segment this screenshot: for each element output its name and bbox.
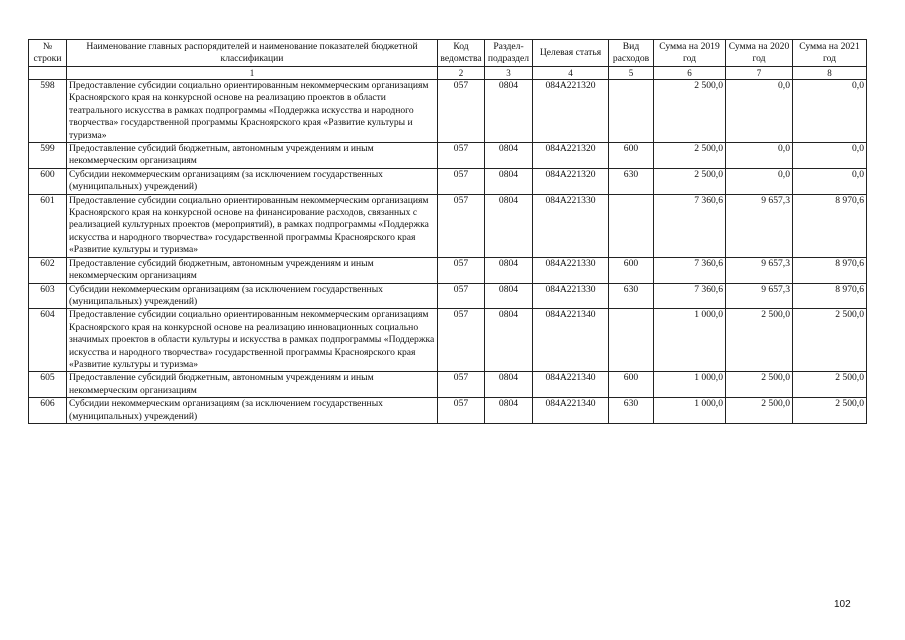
column-number: 6 — [654, 67, 726, 80]
row-name: Предоставление субсидии социально ориентированным некоммерческим организациям Красноярского края на конкурсной основе на реализацию инновационных социально значимых проектов в области культуры и искусства в рамках подпрограммы «Поддержка искусства и народного творчества» государственной программы Красноярского края «Развитие культуры и туризма» — [67, 309, 438, 372]
sum-2019: 7 360,6 — [654, 283, 726, 309]
header-section: Раздел-подраздел — [485, 40, 533, 67]
department-code: 057 — [438, 309, 485, 372]
section-code: 0804 — [485, 283, 533, 309]
table-row — [29, 283, 867, 309]
column-numbers-row — [29, 67, 867, 80]
column-number: 7 — [726, 67, 793, 80]
expense-type — [609, 309, 654, 372]
department-code: 057 — [438, 143, 485, 169]
target-article: 084A221330 — [533, 194, 609, 257]
target-article: 084A221330 — [533, 283, 609, 309]
header-row — [29, 40, 867, 67]
target-article: 084A221330 — [533, 257, 609, 283]
section-code: 0804 — [485, 309, 533, 372]
table-row — [29, 309, 867, 372]
sum-2020: 2 500,0 — [726, 398, 793, 424]
row-number: 603 — [29, 283, 67, 309]
section-code: 0804 — [485, 372, 533, 398]
header-expense-type: Вид расходов — [609, 40, 654, 67]
sum-2021: 8 970,6 — [793, 194, 867, 257]
sum-2019: 2 500,0 — [654, 143, 726, 169]
expense-type: 600 — [609, 143, 654, 169]
expense-type: 600 — [609, 372, 654, 398]
sum-2021: 2 500,0 — [793, 309, 867, 372]
department-code: 057 — [438, 398, 485, 424]
target-article: 084A221320 — [533, 168, 609, 194]
target-article: 084A221320 — [533, 80, 609, 143]
header-row-number: № строки — [29, 40, 67, 67]
sum-2019: 1 000,0 — [654, 372, 726, 398]
expense-type: 630 — [609, 283, 654, 309]
sum-2019: 7 360,6 — [654, 257, 726, 283]
sum-2020: 9 657,3 — [726, 194, 793, 257]
row-number: 606 — [29, 398, 67, 424]
row-number: 604 — [29, 309, 67, 372]
department-code: 057 — [438, 80, 485, 143]
table-row — [29, 143, 867, 169]
sum-2021: 2 500,0 — [793, 372, 867, 398]
table-row — [29, 168, 867, 194]
section-code: 0804 — [485, 168, 533, 194]
row-number: 599 — [29, 143, 67, 169]
target-article: 084A221320 — [533, 143, 609, 169]
header-sum-2019: Сумма на 2019 год — [654, 40, 726, 67]
row-name: Предоставление субсидий бюджетным, автономным учреждениям и иным некоммерческим организациям — [67, 372, 438, 398]
sum-2019: 1 000,0 — [654, 398, 726, 424]
sum-2020: 2 500,0 — [726, 372, 793, 398]
expense-type — [609, 194, 654, 257]
department-code: 057 — [438, 283, 485, 309]
row-number: 598 — [29, 80, 67, 143]
sum-2020: 2 500,0 — [726, 309, 793, 372]
sum-2021: 8 970,6 — [793, 257, 867, 283]
target-article: 084A221340 — [533, 372, 609, 398]
row-number: 600 — [29, 168, 67, 194]
sum-2021: 8 970,6 — [793, 283, 867, 309]
row-name: Предоставление субсидий бюджетным, автономным учреждениям и иным некоммерческим организациям — [67, 143, 438, 169]
column-number: 1 — [67, 67, 438, 80]
expense-type: 630 — [609, 398, 654, 424]
header-sum-2020: Сумма на 2020 год — [726, 40, 793, 67]
sum-2020: 0,0 — [726, 168, 793, 194]
page-number: 102 — [834, 599, 851, 610]
department-code: 057 — [438, 257, 485, 283]
target-article: 084A221340 — [533, 309, 609, 372]
section-code: 0804 — [485, 257, 533, 283]
row-name: Предоставление субсидий бюджетным, автономным учреждениям и иным некоммерческим организациям — [67, 257, 438, 283]
sum-2020: 9 657,3 — [726, 257, 793, 283]
header-department-code: Код ведомства — [438, 40, 485, 67]
table-row — [29, 194, 867, 257]
row-number: 601 — [29, 194, 67, 257]
sum-2021: 0,0 — [793, 80, 867, 143]
row-number: 602 — [29, 257, 67, 283]
sum-2019: 7 360,6 — [654, 194, 726, 257]
sum-2019: 2 500,0 — [654, 80, 726, 143]
expense-type: 630 — [609, 168, 654, 194]
sum-2021: 0,0 — [793, 143, 867, 169]
expense-type: 600 — [609, 257, 654, 283]
column-number: 4 — [533, 67, 609, 80]
column-number: 2 — [438, 67, 485, 80]
table-row — [29, 257, 867, 283]
column-number: 3 — [485, 67, 533, 80]
column-number — [29, 67, 67, 80]
sum-2020: 9 657,3 — [726, 283, 793, 309]
row-name: Субсидии некоммерческим организациям (за исключением государственных (муниципальных) учреждений) — [67, 168, 438, 194]
department-code: 057 — [438, 194, 485, 257]
expense-type — [609, 80, 654, 143]
row-name: Предоставление субсидии социально ориентированным некоммерческим организациям Красноярского края на конкурсной основе на реализацию проектов в области театрального искусства в рамках подпрограммы «Поддержка искусства и народного творчества» государственной программы Красноярского края «Развитие культуры и туризма» — [67, 80, 438, 143]
column-number: 8 — [793, 67, 867, 80]
department-code: 057 — [438, 168, 485, 194]
budget-table — [28, 39, 867, 424]
sum-2020: 0,0 — [726, 80, 793, 143]
table-row — [29, 80, 867, 143]
section-code: 0804 — [485, 80, 533, 143]
header-target-article: Целевая статья — [533, 40, 609, 67]
sum-2021: 0,0 — [793, 168, 867, 194]
sum-2020: 0,0 — [726, 143, 793, 169]
department-code: 057 — [438, 372, 485, 398]
section-code: 0804 — [485, 194, 533, 257]
sum-2021: 2 500,0 — [793, 398, 867, 424]
section-code: 0804 — [485, 143, 533, 169]
table-row — [29, 398, 867, 424]
row-name: Субсидии некоммерческим организациям (за исключением государственных (муниципальных) учреждений) — [67, 398, 438, 424]
sum-2019: 2 500,0 — [654, 168, 726, 194]
row-name: Субсидии некоммерческим организациям (за исключением государственных (муниципальных) учреждений) — [67, 283, 438, 309]
column-number: 5 — [609, 67, 654, 80]
header-sum-2021: Сумма на 2021 год — [793, 40, 867, 67]
header-name: Наименование главных распорядителей и наименование показателей бюджетной классификации — [67, 40, 438, 67]
sum-2019: 1 000,0 — [654, 309, 726, 372]
row-number: 605 — [29, 372, 67, 398]
table-row — [29, 372, 867, 398]
row-name: Предоставление субсидии социально ориентированным некоммерческим организациям Красноярского края на конкурсной основе на финансирование расходов, связанных с реализацией культурных проектов (мероприятий), в рамках подпрограммы «Поддержка искусства и народного творчества» государственной программы Красноярского края «Развитие культуры и туризма» — [67, 194, 438, 257]
target-article: 084A221340 — [533, 398, 609, 424]
section-code: 0804 — [485, 398, 533, 424]
